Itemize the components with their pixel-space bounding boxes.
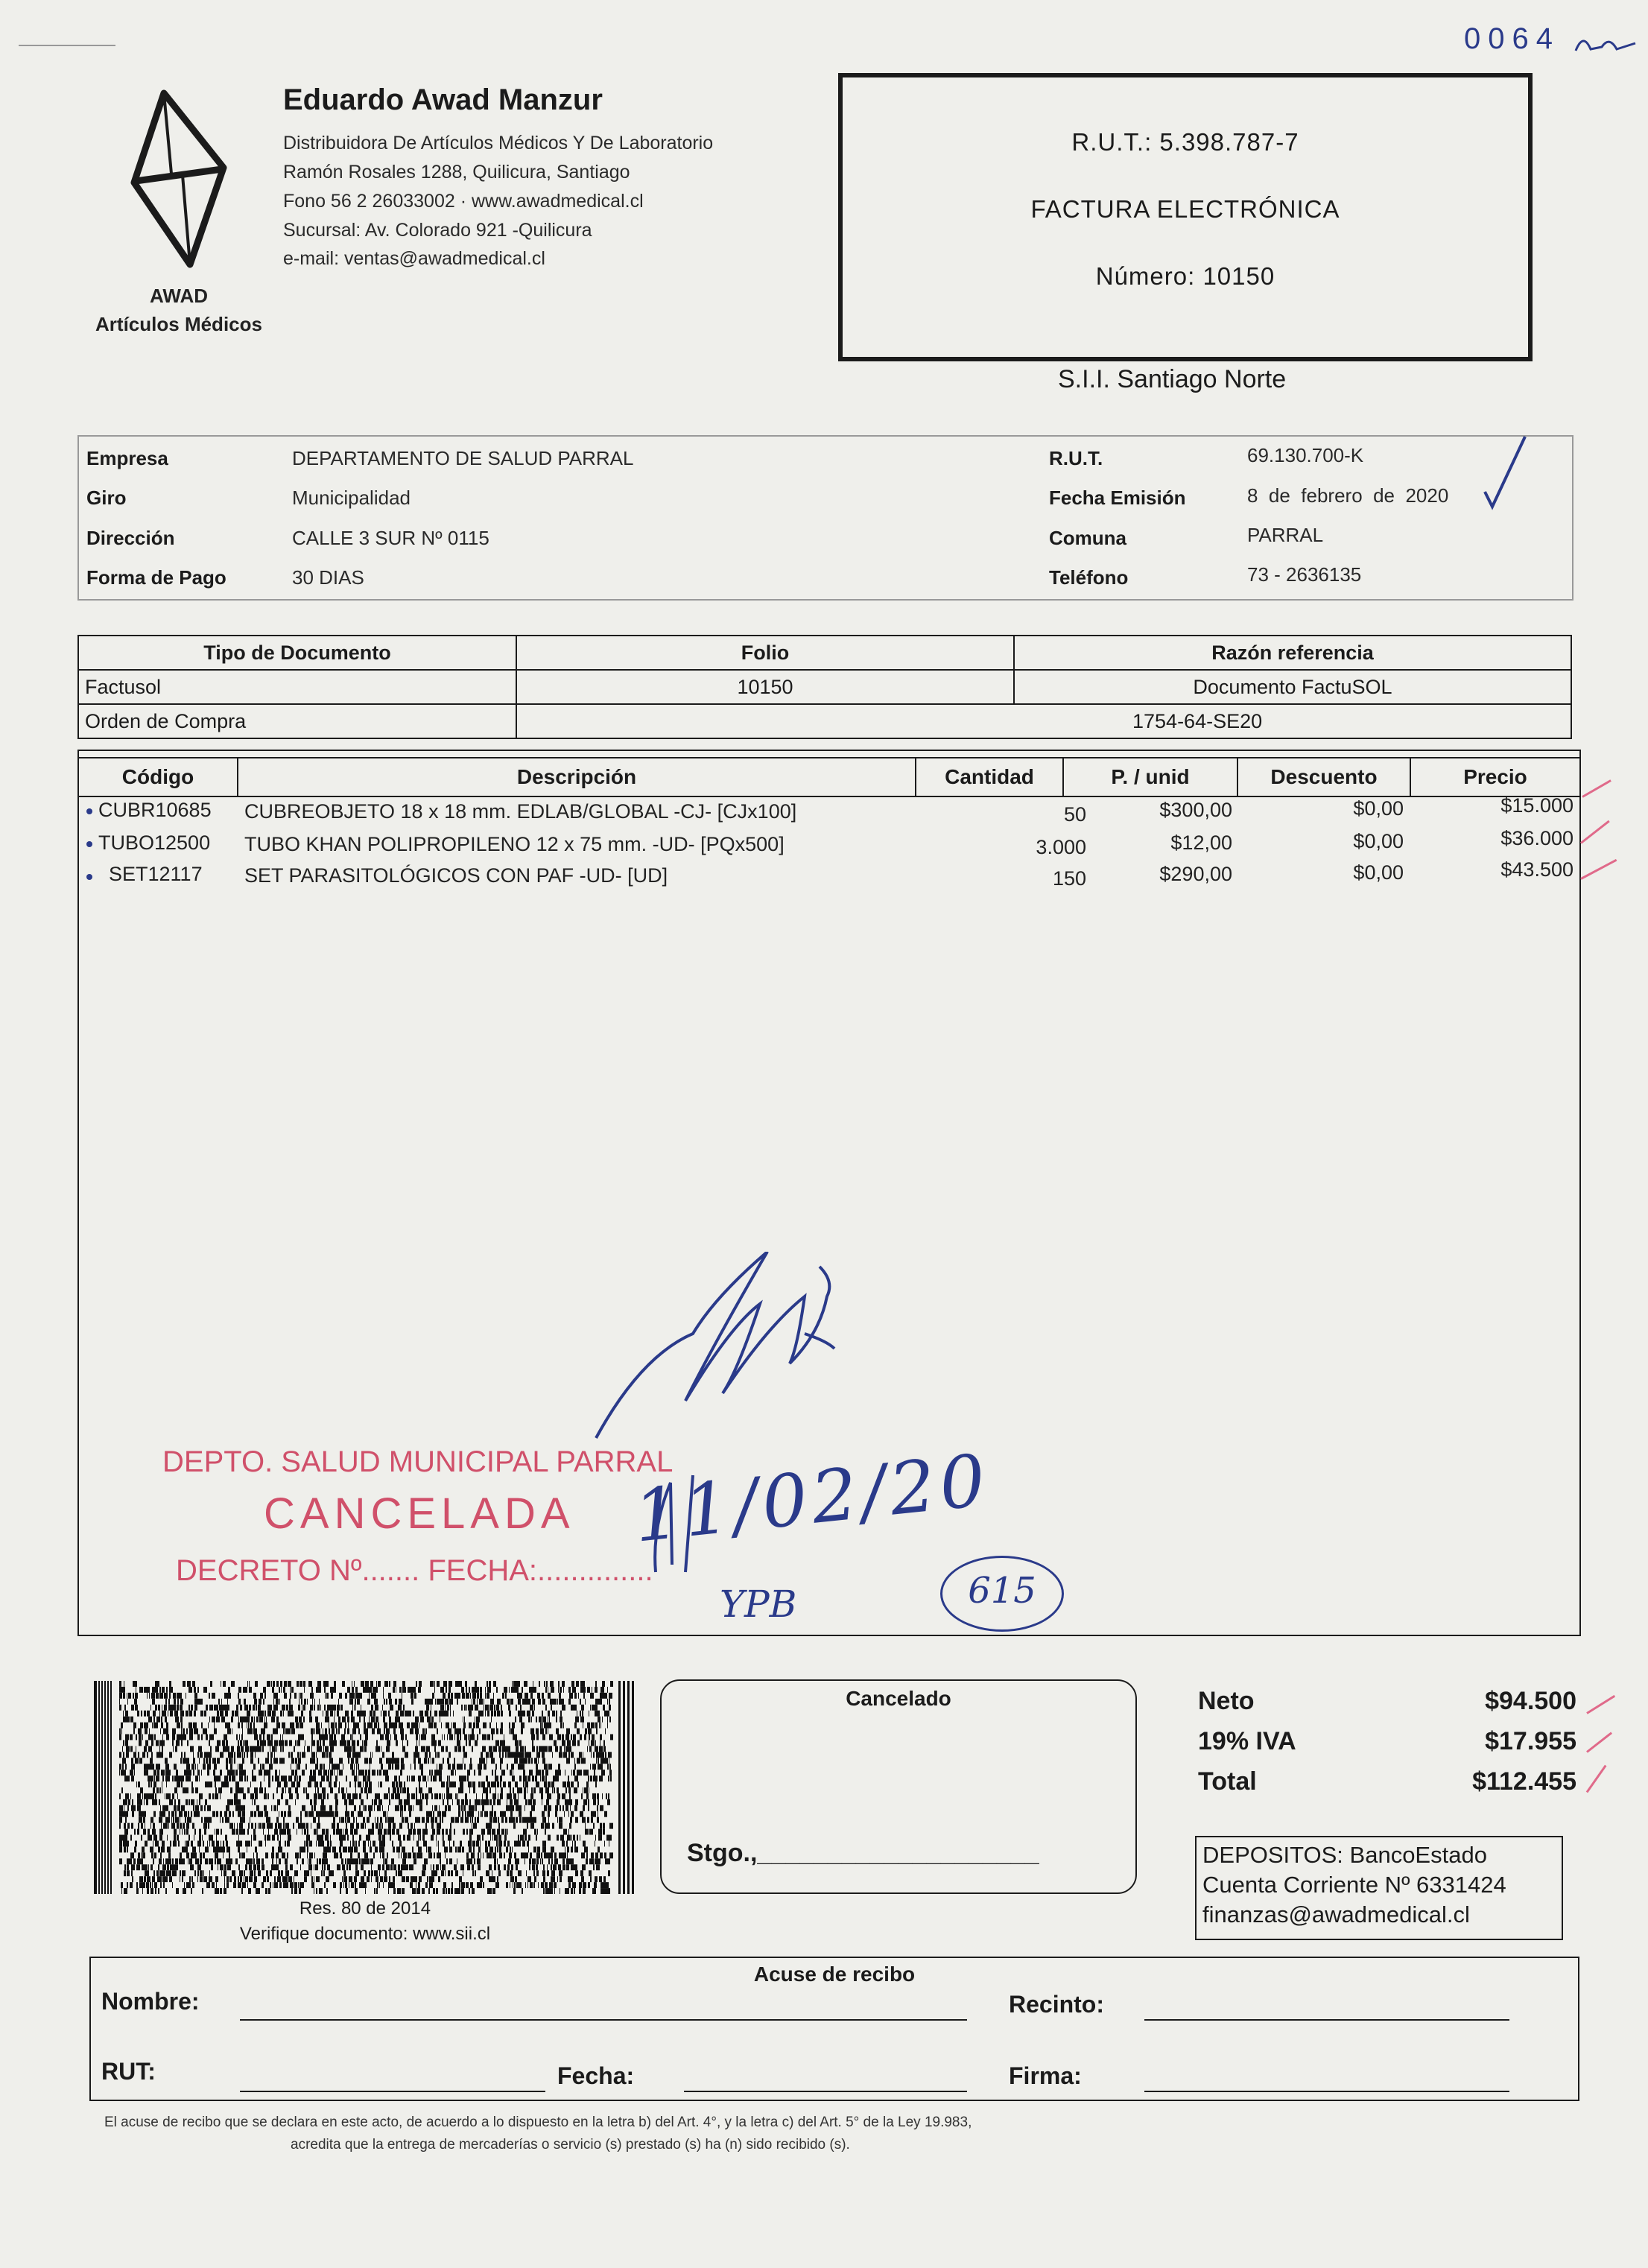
corner-scribble (1572, 28, 1639, 58)
issuer-line: e-mail: ventas@awadmedical.cl (283, 248, 545, 269)
logo-caption (82, 282, 276, 338)
item-description: TUBO KHAN POLIPROPILENO 12 x 75 mm. -UD- [PQx500] (244, 833, 785, 855)
item-description: SET PARASITOLÓGICOS CON PAF -UD- [UD] (244, 864, 668, 887)
legal-text-line2: acredita que la entrega de mercaderías o servicio (s) prestado (s) ha (n) sido recibido (s). (291, 2137, 850, 2153)
row-bullet (86, 808, 92, 814)
item-code: SET12117 (109, 863, 203, 885)
fecha-value: 8 de febrero de 2020 (1247, 484, 1449, 507)
neto-label: Neto (1198, 1687, 1255, 1715)
logo-caption-line1: AWAD (150, 285, 208, 307)
tick-mark (1582, 779, 1611, 798)
deposits-bank: DEPOSITOS: BancoEstado (1202, 1842, 1487, 1868)
circled-number (940, 1556, 1064, 1632)
comuna-label: Comuna (1049, 527, 1126, 549)
ref-cell: Documento FactuSOL (1014, 670, 1571, 704)
item-quantity: 150 (1052, 867, 1086, 890)
stamp-cancelada: CANCELADA (264, 1489, 575, 1538)
tick-mark (1586, 1732, 1612, 1752)
item-quantity: 3.000 (1036, 836, 1086, 858)
ref-cell: Orden de Compra (78, 704, 516, 738)
total-label: Total (1198, 1767, 1257, 1796)
acuse-title: Acuse de recibo (753, 1963, 916, 1986)
item-discount: $0,00 (1353, 797, 1404, 820)
ref-cell: 1754-64-SE20 (516, 704, 1571, 738)
ref-cell: Factusol (78, 670, 516, 704)
giro-value: Municipalidad (292, 487, 411, 509)
handwritten-signature (581, 1252, 924, 1639)
deposits-box (1195, 1836, 1563, 1940)
fecha-label: Fecha Emisión (1049, 487, 1186, 509)
corner-mark (19, 45, 115, 46)
acuse-box (89, 1957, 1579, 2101)
items-header: Cantidad (915, 757, 1064, 797)
item-price: $43.500 (1500, 858, 1573, 881)
direccion-value: CALLE 3 SUR Nº 0115 (292, 527, 489, 549)
item-code: TUBO12500 (98, 832, 211, 854)
ref-header: Razón referencia (1014, 636, 1571, 670)
item-discount: $0,00 (1353, 830, 1404, 852)
deposits-account: Cuenta Corriente Nº 6331424 (1202, 1872, 1506, 1898)
total-value: $112.455 (1472, 1767, 1576, 1796)
item-unit-price: $12,00 (1170, 832, 1232, 854)
item-discount: $0,00 (1353, 861, 1404, 884)
forma-pago-value: 30 DIAS (292, 566, 364, 589)
document-type: FACTURA ELECTRÓNICA (1030, 195, 1340, 223)
empresa-value: DEPARTAMENTO DE SALUD PARRAL (292, 447, 634, 469)
iva-value: $17.955 (1485, 1727, 1576, 1755)
checkmark-icon (1479, 432, 1531, 514)
comuna-value: PARRAL (1247, 524, 1324, 546)
item-description: CUBREOBJETO 18 x 18 mm. EDLAB/GLOBAL -CJ- [CJx100] (244, 800, 797, 823)
items-header: Descuento (1237, 757, 1411, 797)
handwritten-initials: YPB (720, 1583, 797, 1626)
legal-text-line1: El acuse de recibo que se declara en este acto, de acuerdo a lo dispuesto en la letra b) del Art. 4°, y la letra c) del Art. 5° de la Ley 19.983, (104, 2115, 972, 2130)
issuer-name: Eduardo Awad Manzur (283, 83, 603, 116)
acuse-nombre-label: Nombre: (101, 1988, 200, 2015)
items-header: P. / unid (1062, 757, 1238, 797)
item-quantity: 50 (1063, 803, 1086, 826)
sii-office: S.I.I. Santiago Norte (1058, 365, 1287, 393)
issuer-line: Fono 56 2 26033002 · www.awadmedical.cl (283, 191, 644, 212)
row-bullet (86, 874, 92, 880)
corner-number: 0064 (1464, 22, 1560, 55)
telefono-value: 73 - 2636135 (1247, 563, 1362, 586)
tick-mark (1586, 1695, 1615, 1714)
row-bullet (86, 841, 92, 847)
document-number: Número: 10150 (1095, 262, 1275, 290)
item-price: $15.000 (1500, 794, 1573, 817)
cancelado-place: Stgo.,____________________ (687, 1839, 1039, 1867)
items-header: Código (77, 757, 238, 797)
issuer-rut: R.U.T.: 5.398.787-7 (1071, 128, 1299, 156)
rut-label: R.U.T. (1049, 447, 1103, 469)
circled-number-text: 615 (968, 1570, 1036, 1612)
stamp-line3: DECRETO Nº....... FECHA:.............. (176, 1554, 653, 1587)
fecha-field (684, 2091, 967, 2092)
firma-field (1144, 2091, 1509, 2092)
document-id-box (838, 73, 1533, 361)
awad-logo-icon (127, 86, 231, 272)
ref-cell: 10150 (516, 670, 1014, 704)
item-unit-price: $300,00 (1159, 799, 1232, 821)
item-code: CUBR10685 (98, 799, 212, 821)
receptor-box (77, 435, 1573, 601)
forma-pago-label: Forma de Pago (86, 566, 226, 589)
acuse-firma-label: Firma: (1009, 2062, 1082, 2089)
recinto-field (1144, 2019, 1509, 2021)
tick-mark (1586, 1765, 1607, 1793)
acuse-recinto-label: Recinto: (1009, 1991, 1104, 2018)
cancelado-box (660, 1679, 1137, 1894)
tick-mark (1580, 820, 1610, 844)
acuse-rut-label: RUT: (101, 2058, 156, 2085)
issuer-line: Ramón Rosales 1288, Quilicura, Santiago (283, 162, 630, 183)
pdf417-barcode (94, 1681, 636, 1894)
deposits-email: finanzas@awadmedical.cl (1202, 1901, 1470, 1928)
item-unit-price: $290,00 (1159, 863, 1232, 885)
handwritten-date: 11/02/20 (630, 1438, 994, 1559)
ref-header: Folio (516, 636, 1014, 670)
rut-field (240, 2091, 545, 2092)
acuse-fecha-label: Fecha: (557, 2062, 635, 2089)
items-header: Precio (1410, 757, 1581, 797)
empresa-label: Empresa (86, 447, 168, 469)
neto-value: $94.500 (1485, 1687, 1576, 1715)
telefono-label: Teléfono (1049, 566, 1129, 589)
barcode-verify: Verifique documento: www.sii.cl (239, 1924, 491, 1944)
issuer-line: Distribuidora De Artículos Médicos Y De Laboratorio (283, 133, 714, 153)
direccion-label: Dirección (86, 527, 175, 549)
item-price: $36.000 (1500, 827, 1573, 849)
tick-mark (1580, 859, 1617, 880)
iva-label: 19% IVA (1198, 1727, 1296, 1755)
ref-header: Tipo de Documento (78, 636, 516, 670)
reference-table (77, 635, 1572, 739)
logo-caption-line2: Artículos Médicos (95, 313, 262, 335)
items-header: Descripción (237, 757, 916, 797)
cancelado-title: Cancelado (846, 1687, 951, 1710)
issuer-line: Sucursal: Av. Colorado 921 -Quilicura (283, 220, 592, 241)
barcode-resolution: Res. 80 de 2014 (299, 1898, 431, 1919)
nombre-field (240, 2019, 967, 2021)
giro-label: Giro (86, 487, 127, 509)
rut-value: 69.130.700-K (1247, 444, 1364, 466)
stamp-line1: DEPTO. SALUD MUNICIPAL PARRAL (162, 1445, 674, 1478)
